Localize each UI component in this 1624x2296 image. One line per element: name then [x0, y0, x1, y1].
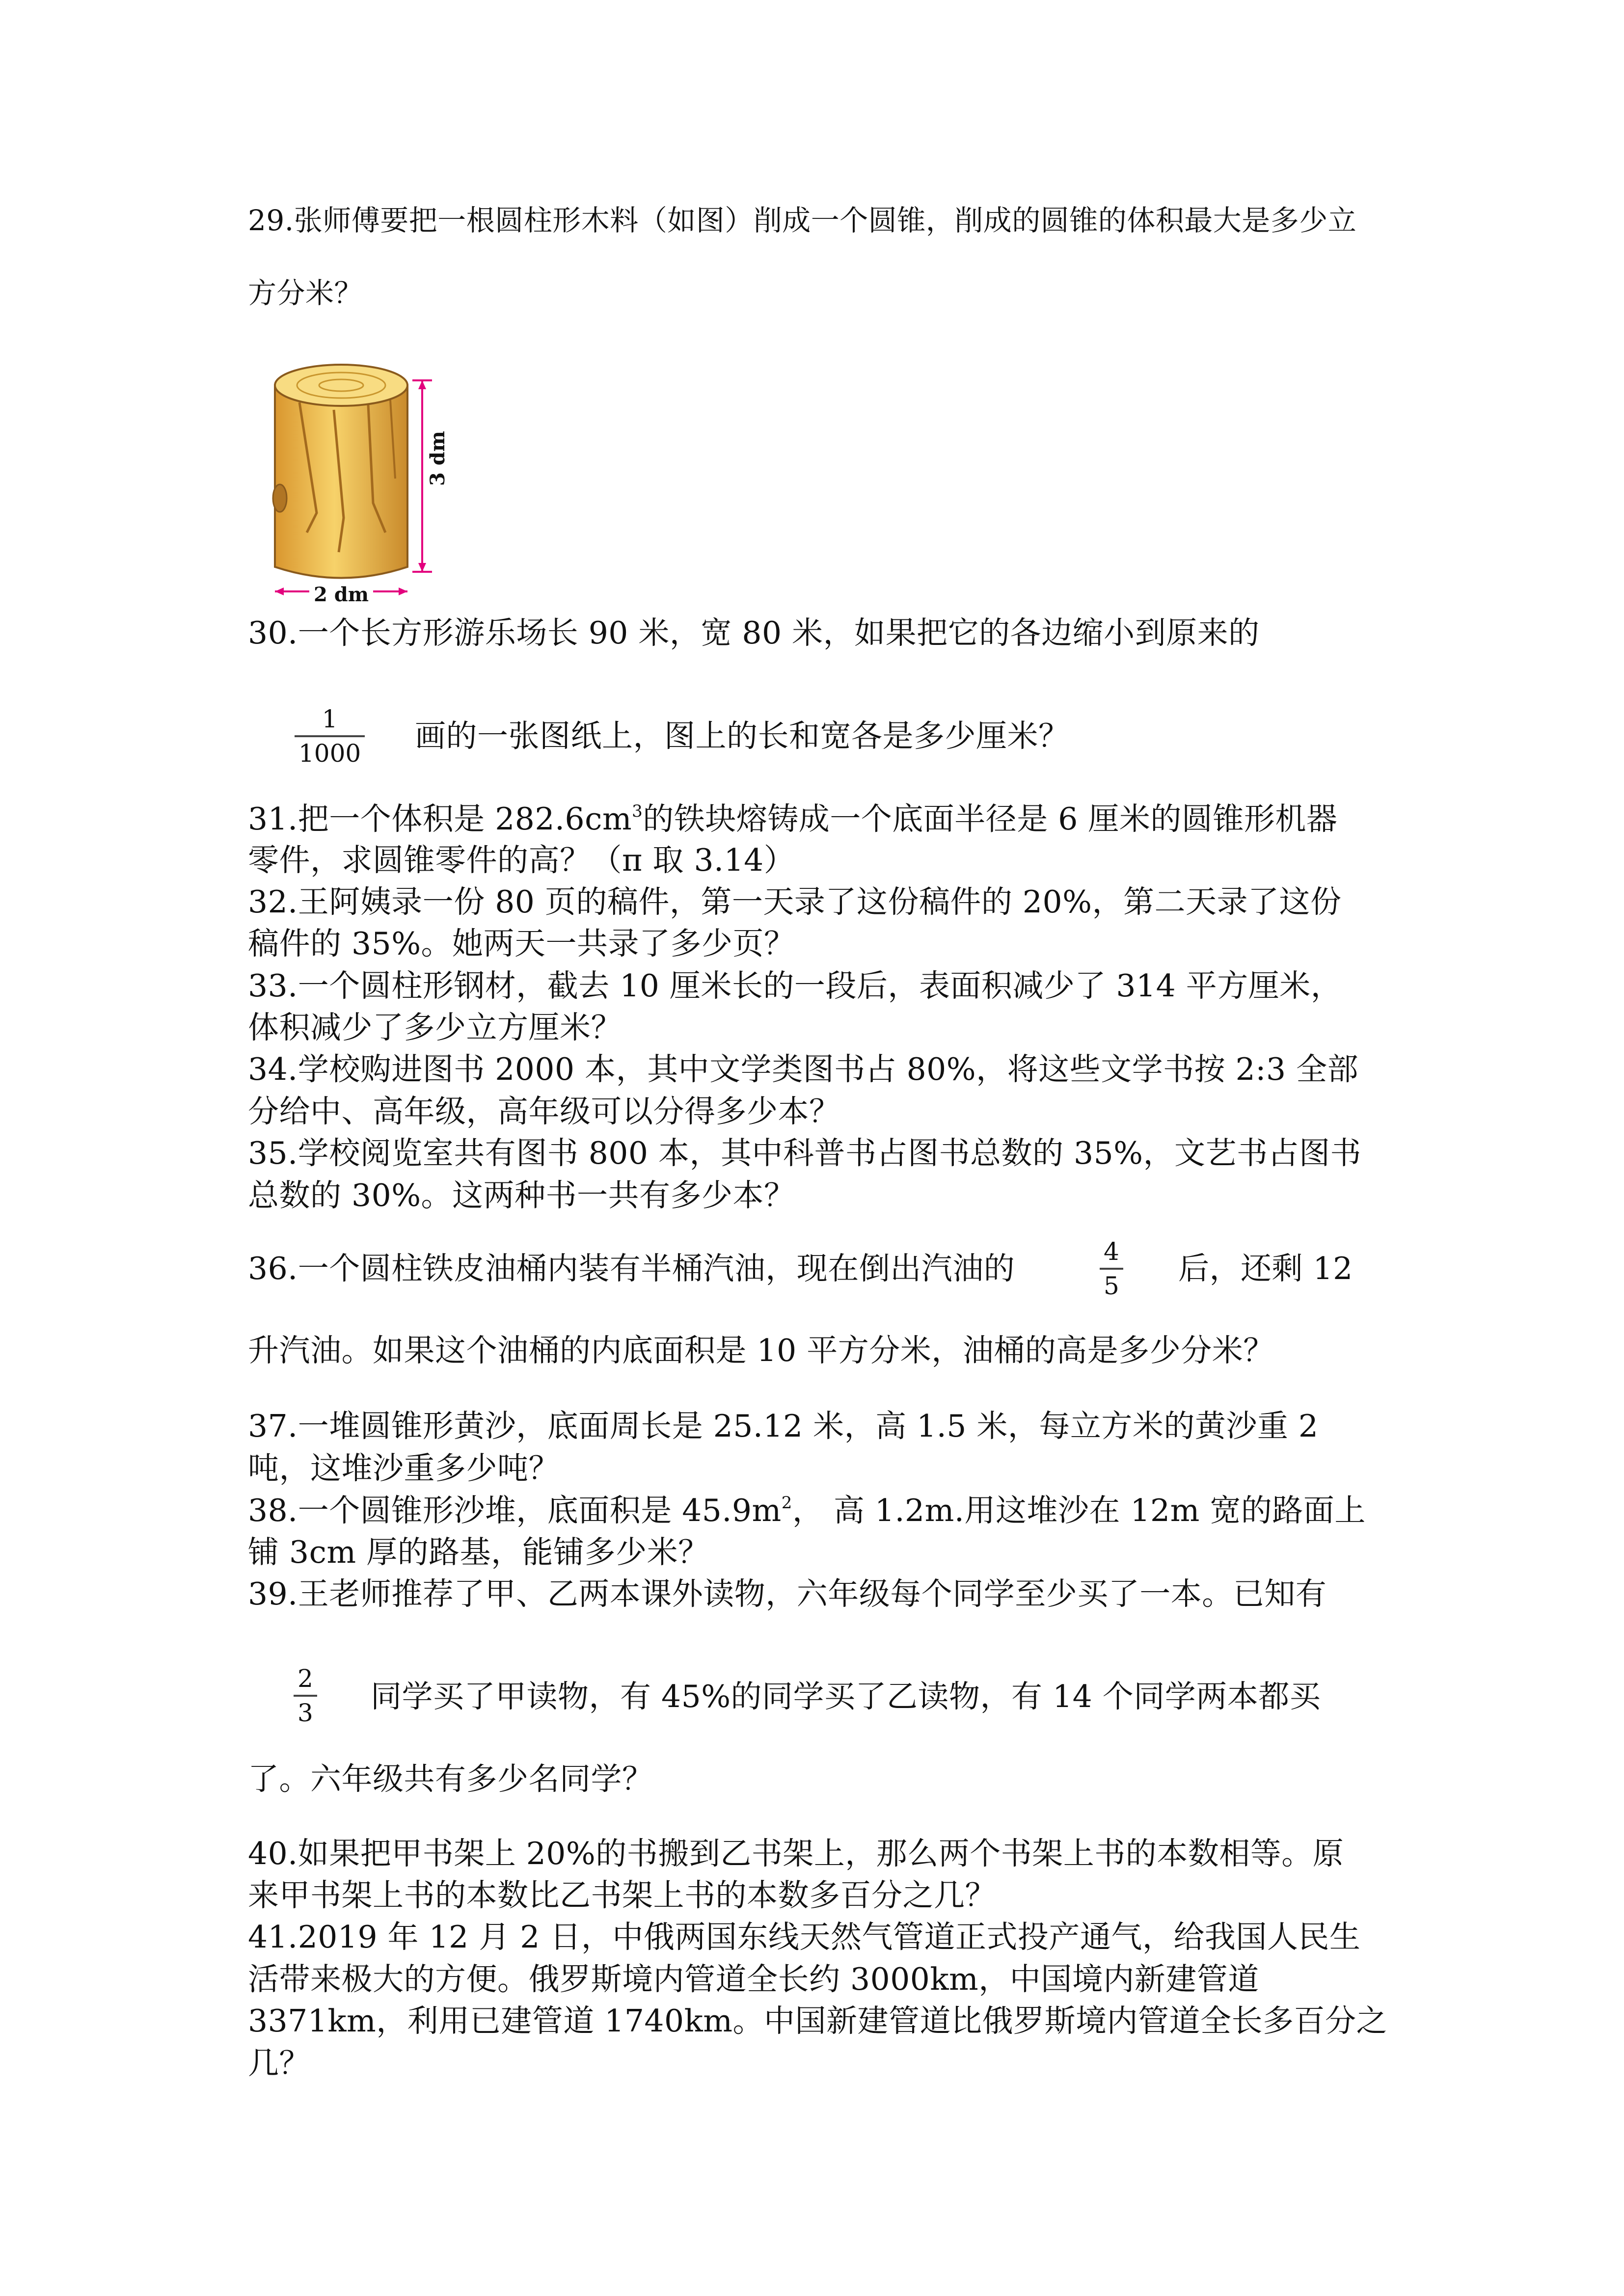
- q38-line-2: 铺 3cm 厚的路基，能铺多少米？: [248, 1534, 709, 1570]
- q38-superscript: 2: [781, 1493, 792, 1513]
- q34-line-2: 分给中、高年级，高年级可以分得多少本？: [248, 1094, 840, 1129]
- q38-text-b: ， 高 1.2m.用这堆沙在 12m 宽的路面上: [792, 1493, 1366, 1528]
- q41-line-3: 3371km，利用已建管道 1740km。中国新建管道比俄罗斯境内管道全长多百分之: [248, 2003, 1388, 2039]
- q32-line-1: 32.王阿姨录一份 80 页的稿件，第一天录了这份稿件的 20%，第二天录了这份: [248, 884, 1342, 920]
- q30-line-1: 30.一个长方形游乐场长 90 米，宽 80 米，如果把它的各边缩小到原来的: [248, 615, 1260, 651]
- q31-superscript: 3: [632, 801, 643, 821]
- q29-line-2: 方分米？: [248, 276, 363, 310]
- q37-line-1: 37.一堆圆锥形黄沙，底面周长是 25.12 米，高 1.5 米，每立方米的黄沙重 2: [248, 1408, 1319, 1444]
- q34-line-1: 34.学校购进图书 2000 本，其中文学类图书占 80%，将这些文学书按 2:3 全部: [248, 1051, 1359, 1087]
- q39-fraction-denominator: 3: [294, 1695, 317, 1725]
- q37-line-2: 吨，这堆沙重多少吨？: [248, 1450, 560, 1486]
- q32-line-2: 稿件的 35%。她两天一共录了多少页？: [248, 926, 795, 961]
- q30-fraction-denominator: 1000: [295, 735, 365, 766]
- q31-line-1: [248, 801, 1338, 837]
- q39-fraction-numerator: 2: [298, 1664, 313, 1693]
- height-label: 3 dm: [426, 430, 449, 486]
- q36-line-2: 升汽油。如果这个油桶的内底面积是 10 平方分米，油桶的高是多少分米？: [248, 1333, 1274, 1368]
- q40-line-2: 来甲书架上书的本数比乙书架上书的本数多百分之几？: [248, 1877, 996, 1913]
- cylinder-wood-figure: [265, 356, 491, 606]
- q31-text-a: 31.把一个体积是 282.6cm: [248, 801, 632, 837]
- q30-line-2: 画的一张图纸上，图上的长和宽各是多少厘米？: [415, 718, 1070, 754]
- q36-fraction-numerator: 4: [1104, 1237, 1119, 1266]
- q31-text-b: 的铁块熔铸成一个底面半径是 6 厘米的圆锥形机器: [643, 801, 1338, 837]
- q33-line-2: 体积减少了多少立方厘米？: [248, 1010, 622, 1045]
- q29-line-1: 29.张师傅要把一根圆柱形木料（如图）削成一个圆锥，削成的圆锥的体积最大是多少立: [248, 204, 1357, 237]
- q36-fraction: [1100, 1239, 1123, 1298]
- q36-line-1b: 后，还剩 12: [1178, 1251, 1353, 1286]
- q41-line-1: 41.2019 年 12 月 2 日，中俄两国东线天然气管道正式投产通气，给我国人民生: [248, 1919, 1361, 1955]
- q30-fraction: [295, 707, 365, 766]
- q40-line-1: 40.如果把甲书架上 20%的书搬到乙书架上，那么两个书架上书的本数相等。原: [248, 1836, 1344, 1871]
- q39-fraction: [294, 1666, 317, 1725]
- q39-line-3: 了。六年级共有多少名同学？: [248, 1761, 653, 1797]
- q33-line-1: 33.一个圆柱形钢材，截去 10 厘米长的一段后，表面积减少了 314 平方厘米，: [248, 968, 1342, 1004]
- q38-line-1: [248, 1495, 1366, 1526]
- q36-fraction-denominator: 5: [1100, 1268, 1123, 1298]
- q30-fraction-numerator: 1: [322, 705, 338, 733]
- q35-line-1: 35.学校阅览室共有图书 800 本，其中科普书占图书总数的 35%，文艺书占图书: [248, 1135, 1362, 1171]
- q38-text-a: 38.一个圆锥形沙堆，底面积是 45.9m: [248, 1493, 782, 1528]
- q39-line-1: 39.王老师推荐了甲、乙两本课外读物，六年级每个同学至少买了一本。已知有: [248, 1576, 1327, 1612]
- q41-line-4: 几？: [248, 2045, 310, 2081]
- diameter-label: 2 dm: [313, 583, 369, 606]
- q41-line-2: 活带来极大的方便。俄罗斯境内管道全长约 3000km，中国境内新建管道: [248, 1961, 1259, 1997]
- q31-line-2: 零件，求圆锥零件的高？（π 取 3.14）: [248, 842, 795, 878]
- q35-line-2: 总数的 30%。这两种书一共有多少本？: [248, 1177, 795, 1213]
- q39-line-2: 同学买了甲读物，有 45%的同学买了乙读物，有 14 个同学两本都买: [371, 1679, 1321, 1714]
- q36-line-1a: 36.一个圆柱铁皮油桶内装有半桶汽油，现在倒出汽油的: [248, 1251, 1015, 1286]
